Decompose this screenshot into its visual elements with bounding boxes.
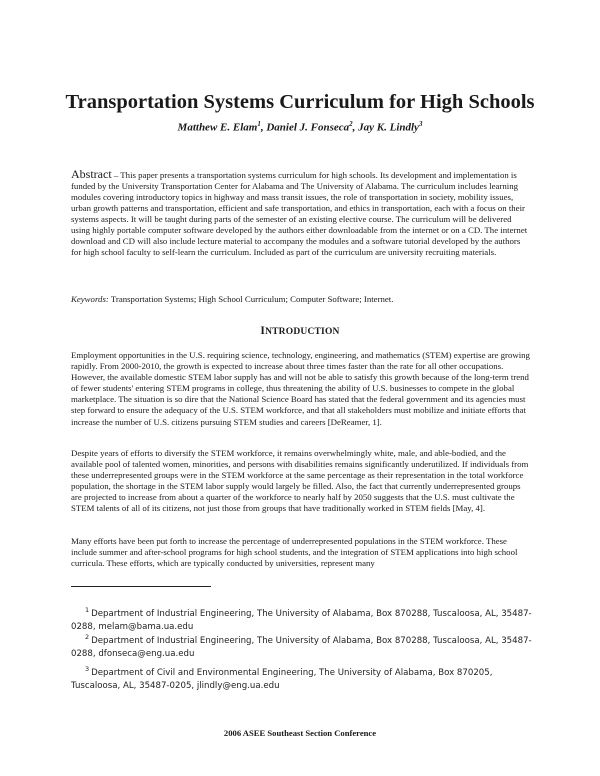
body-paragraph: Employment opportunities in the U.S. requiring science, technology, engineering, and mathematics (STEM) expertise are growing rapidly. From 2000-2010, the growth is expected to increase about three times faster than the rate for all other occupations. However, the available domestic STEM labor supply has and will not be able to satisfy this growth because of the long-term trend of fewer students' entering STEM programs in college, thus threatening the ability of U.S. businesses to compete in the global marketplace. The situation is so dire that the National Science Board has stated that the federal government and its agencies must step forward to ensure the adequacy of the U.S. STEM workforce, and that all stakeholders must mobilize and initiate efforts that increase the number of U.S. citizens pursuing STEM studies and careers [DeReamer, 1]. [71, 350, 530, 427]
author-separator: , [260, 121, 267, 134]
abstract [71, 169, 531, 258]
abstract-label: Abstract [71, 167, 112, 181]
author-affiliation-mark: 3 [418, 120, 423, 128]
author-list [0, 117, 600, 135]
keywords [71, 294, 531, 305]
footnote-text: Department of Industrial Engineering, The University of Alabama, Box 870288, Tuscaloosa, AL, 35487-0288, dfonseca@eng.ua.edu [71, 635, 532, 659]
keywords-label: Keywords: [71, 294, 109, 304]
body-paragraph: Many efforts have been put forth to increase the percentage of underrepresented populations in the STEM workforce. These include summer and after-school programs for high school students, and the integration of STEM applications into high school curricula. These efforts, which are typically conducted by universities, represent many [71, 536, 518, 569]
author-affiliation-mark: 1 [257, 120, 261, 128]
section-heading-rest: NTRODUCTION [265, 327, 340, 337]
footnote [71, 663, 533, 693]
author-name: Jay K. Lindly [358, 121, 419, 134]
footnote-number: 1 [85, 606, 90, 614]
author-affiliation-mark: 2 [349, 120, 353, 128]
keywords-text: Transportation Systems; High School Curriculum; Computer Software; Internet. [108, 294, 394, 304]
footnote-number: 3 [85, 665, 90, 673]
footnote-text: Department of Industrial Engineering, The University of Alabama, Box 870288, Tuscaloosa, AL, 35487-0288, melam@bama.ua.edu [71, 608, 532, 632]
abstract-text: – This paper presents a transportation systems curriculum for high schools. Its development and implementation is funded by the University Transportation Center for Alabama and The University of Alabama. The curriculum includes learning modules covering introductory topics in highway and mass transit issues, the role of transportation in society, mobility issues, urban growth patterns and transportation, efficient and safe transportation, and ethics in transportation, each with a focus on their systems aspects. It will be taught during parts of the semester of an existing elective course. The curriculum will be delivered using highly portable computer software developed by the authors either downloadable from the internet or on a CD. The internet download and CD will also include lecture material to accompany the modules and a software tutorial developed by the authors for high school faculty to self-learn the curriculum. Included as part of the curriculum are university recruiting materials. [71, 170, 528, 258]
footnote [71, 631, 533, 661]
page-footer: 2006 ASEE Southeast Section Conference [223, 728, 377, 738]
body-paragraph: Despite years of efforts to diversify the STEM workforce, it remains overwhelmingly white, male, and able-bodied, and the available pool of talented women, minorities, and persons with disabilities remains significantly underutilized. If individuals from these underrepresented groups were in the STEM workforce at the same percentage as their representation in the total workforce population, the shortage in the STEM labor supply would largely be filled. Also, the fact that currently underrepresented groups are projected to increase from about a quarter of the workforce to nearly half by 2050 suggests that the U.S. must cultivate the STEM talents of all of its citizens, not just those from groups that have traditionally worked in STEM fields [May, 4]. [71, 448, 529, 514]
footnote-number: 2 [85, 633, 90, 641]
footnote-text: Department of Civil and Environmental Engineering, The University of Alabama, Box 870205, Tuscaloosa, AL, 35487-0205, jlindly@eng.ua.edu [71, 667, 493, 691]
section-heading-initial: I [260, 325, 266, 337]
footnote-divider [71, 586, 211, 587]
author-name: Matthew E. Elam [177, 121, 258, 134]
paper-title: Transportation Systems Curriculum for High Schools [65, 91, 535, 113]
footnote [71, 604, 533, 634]
author-name: Daniel J. Fonseca [266, 121, 350, 134]
section-heading-introduction [0, 325, 600, 337]
author-separator: , [352, 121, 359, 134]
